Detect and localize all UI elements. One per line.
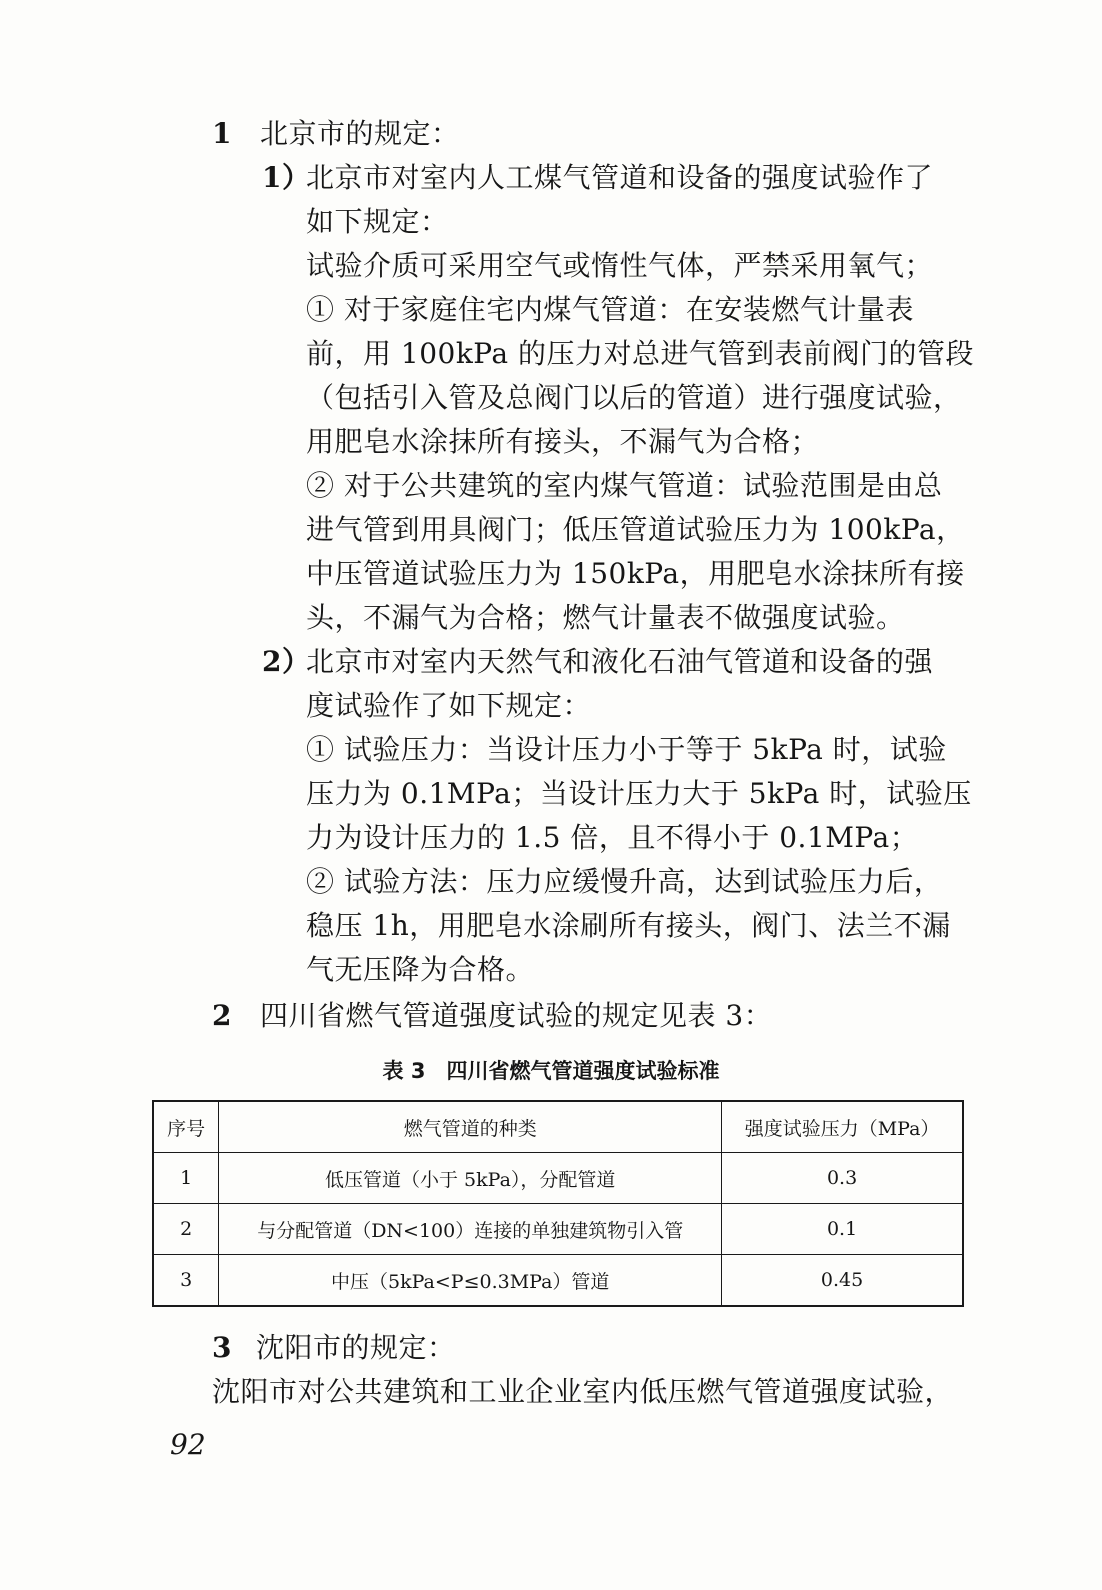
- section-title: 北京市的规定：: [260, 117, 460, 150]
- table-row: [153, 1255, 963, 1307]
- section-1-heading: [212, 112, 460, 156]
- section-number: 3: [212, 1331, 232, 1364]
- table-caption: 表 3 四川省燃气管道强度试验标准: [382, 1059, 720, 1083]
- header-cell: 燃气管道的种类: [219, 1101, 722, 1153]
- paragraph-line: ② 对于公共建筑的室内煤气管道：试验范围是由总: [306, 469, 943, 502]
- section-text: 四川省燃气管道强度试验的规定见表 3：: [260, 999, 773, 1032]
- table-cell: 0.45: [722, 1255, 963, 1307]
- section-2-heading: [212, 994, 772, 1038]
- paragraph-line: 沈阳市对公共建筑和工业企业室内低压燃气管道强度试验，: [212, 1375, 954, 1408]
- table-cell: 3: [153, 1255, 219, 1307]
- paragraph-line: 试验介质可采用空气或惰性气体，严禁采用氧气；: [306, 249, 934, 282]
- paragraph-line: 前，用 100kPa 的压力对总进气管到表前阀门的管段: [306, 337, 974, 370]
- item-2-line: [262, 640, 933, 684]
- table-cell: 中压（5kPa<P≤0.3MPa）管道: [219, 1255, 722, 1307]
- paragraph-line: 稳压 1h，用肥皂水涂刷所有接头，阀门、法兰不漏: [306, 909, 951, 942]
- paragraph-line: 如下规定：: [306, 205, 449, 238]
- table-cell: 2: [153, 1204, 219, 1255]
- table-cell: 0.1: [722, 1204, 963, 1255]
- section-3-heading: [212, 1326, 456, 1370]
- paragraph-line: 压力为 0.1MPa；当设计压力大于 5kPa 时，试验压: [306, 777, 972, 810]
- paragraph-line: 北京市对室内天然气和液化石油气管道和设备的强: [306, 645, 934, 678]
- standards-table: [152, 1100, 964, 1307]
- paragraph-line: 头，不漏气为合格；燃气计量表不做强度试验。: [306, 601, 905, 634]
- table-cell: 低压管道（小于 5kPa），分配管道: [219, 1153, 722, 1204]
- paragraph-line: （包括引入管及总阀门以后的管道）进行强度试验，: [306, 381, 962, 414]
- item-number: 2）: [262, 645, 311, 678]
- item-number: 1）: [262, 161, 311, 194]
- paragraph-line: 力为设计压力的 1.5 倍，且不得小于 0.1MPa；: [306, 821, 919, 854]
- page-number: 92: [170, 1428, 206, 1461]
- item-1-line: [262, 156, 933, 200]
- paragraph-line: 度试验作了如下规定：: [306, 689, 592, 722]
- table-cell: 0.3: [722, 1153, 963, 1204]
- paragraph-line: ① 试验压力：当设计压力小于等于 5kPa 时，试验: [306, 733, 947, 766]
- section-title: 沈阳市的规定：: [256, 1331, 456, 1364]
- section-number: 1: [212, 117, 232, 150]
- paragraph-line: 用肥皂水涂抹所有接头，不漏气为合格；: [306, 425, 820, 458]
- paragraph-line: 北京市对室内人工煤气管道和设备的强度试验作了: [306, 161, 934, 194]
- paragraph-line: ① 对于家庭住宅内煤气管道：在安装燃气计量表: [306, 293, 914, 326]
- header-cell: 强度试验压力（MPa）: [722, 1101, 963, 1153]
- paragraph-line: 气无压降为合格。: [306, 953, 535, 986]
- table-row: [153, 1153, 963, 1204]
- table-cell: 1: [153, 1153, 219, 1204]
- table-header-row: [153, 1101, 963, 1153]
- table-cell: 与分配管道（DN<100）连接的单独建筑物引入管: [219, 1204, 722, 1255]
- header-cell: 序号: [153, 1101, 219, 1153]
- paragraph-line: 中压管道试验压力为 150kPa，用肥皂水涂抹所有接: [306, 557, 965, 590]
- section-number: 2: [212, 999, 232, 1032]
- paragraph-line: ② 试验方法：压力应缓慢升高，达到试验压力后，: [306, 865, 943, 898]
- paragraph-line: 进气管到用具阀门；低压管道试验压力为 100kPa，: [306, 513, 965, 546]
- table-row: [153, 1204, 963, 1255]
